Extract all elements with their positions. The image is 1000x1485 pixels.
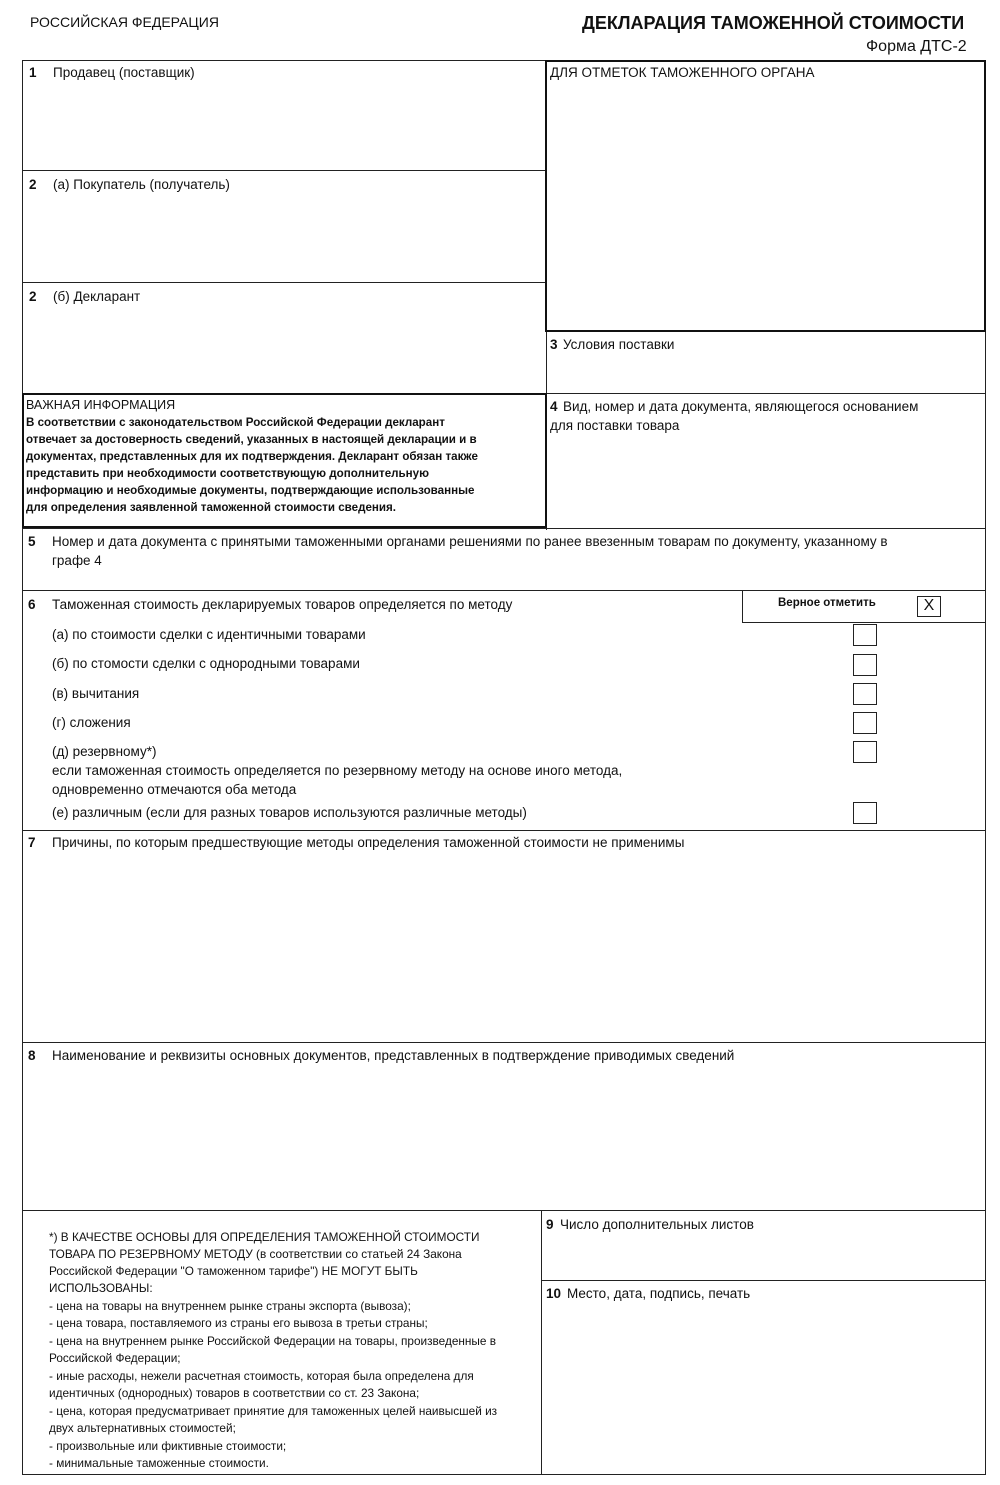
field-6-number: 6 <box>28 597 36 612</box>
field-2a-number: 2 <box>29 177 37 192</box>
country-label: РОССИЙСКАЯ ФЕДЕРАЦИЯ <box>30 14 219 30</box>
footnote-line: Российской Федерации; <box>49 1351 181 1365</box>
method-d-note-cont: одновременно отмечаются оба метода <box>52 782 297 797</box>
footnote-line: - цена на товары на внутреннем рынке страны экспорта (вывоза); <box>49 1299 411 1313</box>
field-9-number: 9 <box>546 1217 554 1232</box>
footnote-line: *) В КАЧЕСТВЕ ОСНОВЫ ДЛЯ ОПРЕДЕЛЕНИЯ ТАМОЖЕННОЙ СТОИМОСТИ <box>49 1230 480 1244</box>
method-b-label: (б) по стомости сделки с однородными товарами <box>52 656 360 671</box>
reasons-field[interactable] <box>24 854 984 1040</box>
supporting-documents-field[interactable] <box>24 1066 984 1208</box>
divider <box>22 1210 986 1211</box>
method-d-label: (д) резервному*) <box>52 744 157 759</box>
method-b-checkbox[interactable] <box>853 654 877 676</box>
footnote-line: идентичных (однородных) товаров в соответствии со ст. 23 Закона; <box>49 1386 420 1400</box>
method-v-label: (в) вычитания <box>52 686 140 701</box>
method-g-label: (г) сложения <box>52 715 131 730</box>
footnote-line: - минимальные таможенные стоимости. <box>49 1456 269 1470</box>
previous-decision-field[interactable] <box>120 552 980 588</box>
divider <box>22 528 986 529</box>
divider <box>541 1280 986 1281</box>
field-2a-label: (а) Покупатель (получатель) <box>53 177 230 192</box>
field-9-label: Число дополнительных листов <box>560 1217 754 1232</box>
footnote-line: - иные расходы, нежели расчетная стоимость, которая была определена для <box>49 1369 474 1383</box>
mark-hint: Верное отметить <box>778 597 876 609</box>
place-date-signature-field[interactable] <box>543 1305 984 1473</box>
field-1-label: Продавец (поставщик) <box>53 65 195 80</box>
buyer-field[interactable] <box>24 194 544 280</box>
field-5-label: Номер и дата документа с принятыми таможенными органами решениями по ранее ввезенным товарам по документу, указанному в <box>52 534 888 549</box>
important-line: представить при необходимости соответствующую дополнительную <box>26 467 429 480</box>
contract-document-field[interactable] <box>548 436 984 526</box>
divider <box>22 170 547 171</box>
mark-sample-box <box>917 596 941 617</box>
footnote-line: - цена товара, поставляемого из страны его вывоза в третьи страны; <box>49 1316 428 1330</box>
footnote-line: Российской Федерации "О таможенном тарифе") НЕ МОГУТ БЫТЬ <box>49 1264 418 1278</box>
field-7-label: Причины, по которым предшествующие методы определения таможенной стоимости не применимы <box>52 835 685 850</box>
x-mark-icon: X <box>923 597 935 614</box>
method-e-checkbox[interactable] <box>853 802 877 824</box>
seller-field[interactable] <box>24 82 544 168</box>
field-6-label: Таможенная стоимость декларируемых товаров определяется по методу <box>52 597 513 612</box>
important-line: В соответствии с законодательством Российской Федерации декларант <box>26 416 445 429</box>
additional-sheets-field[interactable] <box>543 1236 984 1278</box>
method-d-checkbox[interactable] <box>853 741 877 763</box>
important-line: отвечает за достоверность сведений, указанных в настоящей декларации и в <box>26 433 477 446</box>
field-3-label: Условия поставки <box>563 337 675 352</box>
important-title: ВАЖНАЯ ИНФОРМАЦИЯ <box>26 398 176 412</box>
footnote-line: - цена на внутреннем рынке Российской Федерации на товары, произведенные в <box>49 1334 497 1348</box>
method-v-checkbox[interactable] <box>853 683 877 705</box>
field-10-label: Место, дата, подпись, печать <box>567 1286 751 1301</box>
field-8-number: 8 <box>28 1048 36 1063</box>
divider <box>541 1210 542 1475</box>
footnote-line: - произвольные или фиктивные стоимости; <box>49 1439 287 1453</box>
method-g-checkbox[interactable] <box>853 712 877 734</box>
important-line: информацию и необходимые документы, подтверждающие использованные <box>26 484 475 497</box>
footnote-line: - цена, которая предусматривает принятие для таможенных целей наивысшей из <box>49 1404 498 1418</box>
method-a-label: (а) по стоимости сделки с идентичными товарами <box>52 627 366 642</box>
footnote-line: двух альтернативных стоимостей; <box>49 1421 236 1435</box>
field-3-number: 3 <box>550 337 558 352</box>
field-1-number: 1 <box>29 65 37 80</box>
method-e-label: (е) различным (если для разных товаров используются различные методы) <box>52 805 527 820</box>
divider <box>22 830 986 831</box>
field-10-number: 10 <box>546 1286 562 1301</box>
field-5-number: 5 <box>28 534 36 549</box>
field-4-number: 4 <box>550 399 558 414</box>
field-7-number: 7 <box>28 835 36 850</box>
footnote-line: ИСПОЛЬЗОВАНЫ: <box>49 1281 153 1295</box>
divider <box>22 282 547 283</box>
footnote-line: ТОВАРА ПО РЕЗЕРВНОМУ МЕТОДУ (в соответствии со статьей 24 Закона <box>49 1247 462 1261</box>
field-8-label: Наименование и реквизиты основных документов, представленных в подтверждение приводимых сведений <box>52 1048 735 1063</box>
method-a-checkbox[interactable] <box>853 624 877 646</box>
customs-box <box>545 60 986 332</box>
field-4-label-cont: для поставки товара <box>550 418 680 433</box>
delivery-terms-field[interactable] <box>548 354 984 391</box>
important-line: документах, представленных для их подтверждения. Декларант обязан также <box>26 450 478 463</box>
declarant-field[interactable] <box>24 306 544 391</box>
page-title: ДЕКЛАРАЦИЯ ТАМОЖЕННОЙ СТОИМОСТИ <box>582 13 965 33</box>
important-line: для определения заявленной таможенной стоимости сведения. <box>26 501 397 514</box>
field-2b-label: (б) Декларант <box>53 289 141 304</box>
form-code: Форма ДТС-2 <box>866 38 967 55</box>
field-2b-number: 2 <box>29 289 37 304</box>
field-4-label: Вид, номер и дата документа, являющегося основанием <box>563 399 919 414</box>
customs-label: ДЛЯ ОТМЕТОК ТАМОЖЕННОГО ОРГАНА <box>550 65 815 80</box>
method-d-note: если таможенная стоимость определяется по резервному методу на основе иного метода, <box>52 763 623 778</box>
divider <box>22 1042 986 1043</box>
field-5-label-cont: графе 4 <box>52 553 102 568</box>
divider <box>546 393 986 394</box>
